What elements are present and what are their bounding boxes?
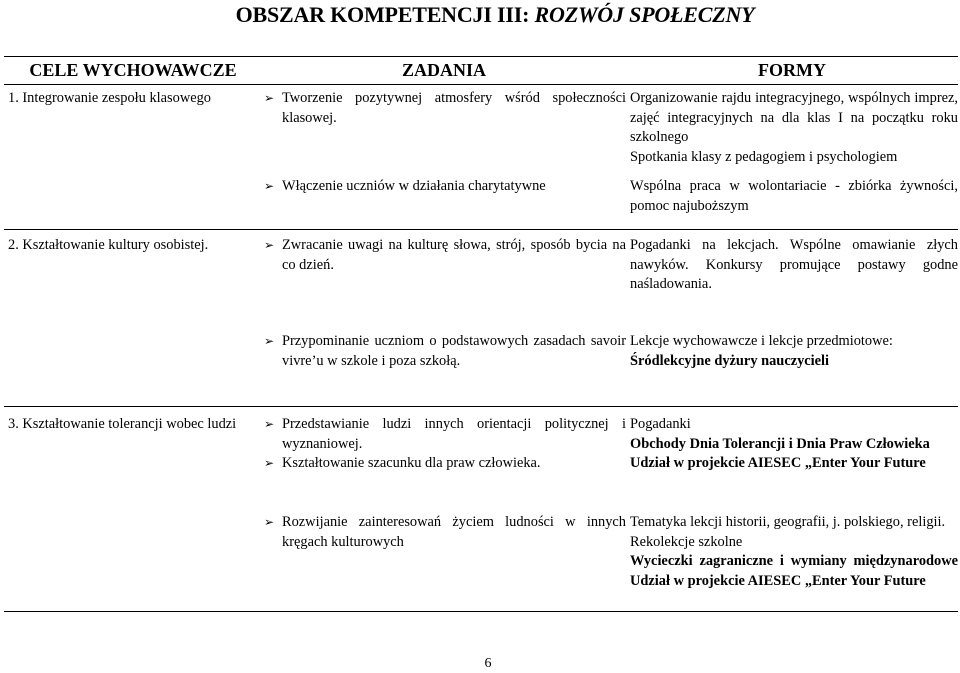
forms-cell <box>626 513 958 612</box>
goal-cell <box>4 177 262 230</box>
title-italic: ROZWÓJ SPOŁECZNY <box>534 2 755 27</box>
page-number: 6 <box>484 656 492 671</box>
table-row <box>4 513 958 612</box>
task-text: Przypominanie uczniom o podstawowych zasadach savoir vivre’u w szkole i poza szkołą. <box>282 333 626 369</box>
goal-cell: 2. Kształtowanie kultury osobistej. <box>8 237 209 253</box>
form-text: Śródlekcyjne dyżury nauczycieli <box>630 352 830 369</box>
goal-cell: 1. Integrowanie zespołu klasowego <box>8 90 212 106</box>
task-cell <box>262 407 626 514</box>
task-cell <box>262 513 626 612</box>
bullet-arrow-icon: ➢ <box>264 334 275 348</box>
form-text: Udział w projekcie AIESEC „Enter Your Future <box>630 572 926 589</box>
task-cell <box>262 177 626 230</box>
goal-cell: 3. Kształtowanie tolerancji wobec ludzi <box>8 416 237 432</box>
forms-cell <box>626 85 958 178</box>
form-text: Tematyka lekcji historii, geografii, j. polskiego, religii. <box>630 514 946 530</box>
task-text: Włączenie uczniów w działania charytatywne <box>282 178 546 194</box>
competence-table <box>4 56 958 612</box>
header-row <box>4 57 958 85</box>
title-prefix: OBSZAR KOMPETENCJI III: <box>235 2 530 27</box>
form-text: Rekolekcje szkolne <box>630 533 743 550</box>
form-text: Spotkania klasy z pedagogiem i psychologiem <box>630 148 898 165</box>
bullet-arrow-icon: ➢ <box>264 179 275 193</box>
forms-cell <box>626 407 958 514</box>
form-text: Pogadanki <box>630 416 691 432</box>
form-text: Udział w projekcie AIESEC „Enter Your Future <box>630 455 926 471</box>
table-row <box>4 230 958 333</box>
table-row <box>4 177 958 230</box>
form-text: Obchody Dnia Tolerancji i Dnia Praw Człowieka <box>630 435 930 452</box>
table-row <box>4 332 958 407</box>
bullet-arrow-icon: ➢ <box>264 456 275 470</box>
task-cell <box>262 332 626 407</box>
task-cell <box>262 230 626 333</box>
form-text: Organizowanie rajdu integracyjnego, wspólnych imprez, zajęć integracyjnych na dla klas I na początku roku szkolnego <box>630 90 958 145</box>
form-text: Wycieczki zagraniczne i wymiany międzynarodowe <box>630 553 958 569</box>
forms-cell <box>626 332 958 407</box>
page-title <box>0 2 960 28</box>
form-text: Wspólna praca w wolontariacie - zbiórka żywności, pomoc najuboższym <box>630 178 958 214</box>
goal-cell <box>4 332 262 407</box>
task-text: Przedstawianie ludzi innych orientacji politycznej i wyznaniowej. <box>282 416 626 452</box>
task-text: Kształtowanie szacunku dla praw człowieka. <box>282 455 541 471</box>
forms-cell <box>626 230 958 333</box>
form-text: Pogadanki na lekcjach. Wspólne omawianie złych nawyków. Konkursy promujące postawy godne naśladowania. <box>630 237 958 292</box>
goal-cell <box>4 513 262 612</box>
bullet-arrow-icon: ➢ <box>264 417 275 431</box>
table-row <box>4 407 958 514</box>
header-forms: FORMY <box>626 57 958 85</box>
header-tasks: ZADANIA <box>262 57 626 85</box>
table-row <box>4 85 958 178</box>
task-text: Tworzenie pozytywnej atmosfery wśród społeczności klasowej. <box>282 90 626 126</box>
bullet-arrow-icon: ➢ <box>264 515 275 529</box>
header-goals: CELE WYCHOWAWCZE <box>4 57 262 85</box>
forms-cell <box>626 177 958 230</box>
task-text: Zwracanie uwagi na kulturę słowa, strój, sposób bycia na co dzień. <box>282 237 626 273</box>
form-text: Lekcje wychowawcze i lekcje przedmiotowe: <box>630 333 893 349</box>
bullet-arrow-icon: ➢ <box>264 91 275 105</box>
bullet-arrow-icon: ➢ <box>264 238 275 252</box>
task-text: Rozwijanie zainteresowań życiem ludności w innych kręgach kulturowych <box>282 514 626 550</box>
task-cell <box>262 85 626 178</box>
